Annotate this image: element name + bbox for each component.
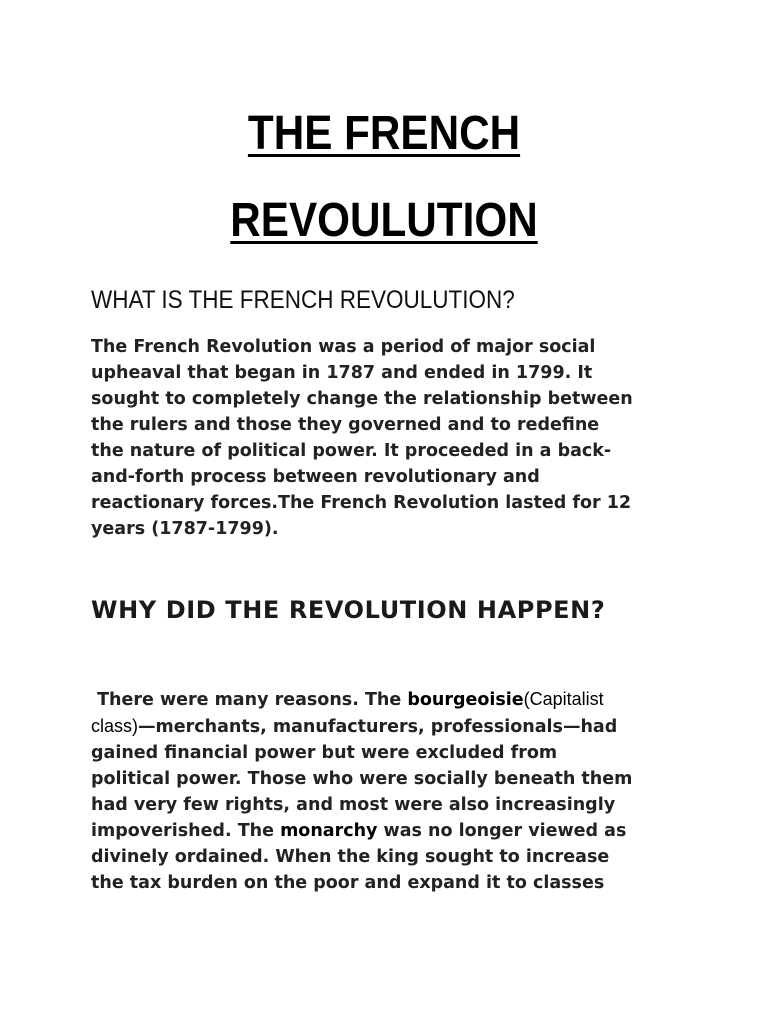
line-text: —merchants, manufacturers, professionals—had bbox=[138, 717, 618, 737]
title-text-1: THE FRENCH bbox=[247, 107, 521, 160]
paragraph-line: the tax burden on the poor and expand it to classes bbox=[91, 873, 605, 893]
document-title-line-2 bbox=[46, 193, 722, 249]
paragraph-line: The French Revolution was a period of major social bbox=[91, 337, 596, 357]
term-monarchy: monarchy bbox=[280, 821, 378, 841]
paragraph-line: upheaval that began in 1787 and ended in 1799. It bbox=[91, 363, 593, 383]
title-text-2: REVOULUTION bbox=[230, 194, 538, 247]
section-2-heading: WHY DID THE REVOLUTION HAPPEN? bbox=[91, 596, 606, 624]
paragraph-line: divinely ordained. When the king sought to increase bbox=[91, 847, 610, 867]
gloss-class: class) bbox=[91, 716, 139, 736]
section-1-heading: WHAT IS THE FRENCH REVOULUTION? bbox=[91, 286, 515, 314]
paragraph-line: had very few rights, and most were also increasingly bbox=[91, 795, 616, 815]
section-2-paragraph bbox=[91, 686, 691, 896]
paragraph-line: gained financial power but were excluded from bbox=[91, 743, 558, 763]
line-text: There were many reasons. The bbox=[91, 690, 408, 710]
section-1-paragraph bbox=[91, 334, 691, 542]
line-text: impoverished. The bbox=[91, 821, 281, 841]
paragraph-line bbox=[91, 818, 691, 844]
line-text: was no longer viewed as bbox=[377, 821, 627, 841]
paragraph-line: the rulers and those they governed and to redefine bbox=[91, 415, 600, 435]
paragraph-line bbox=[91, 686, 691, 713]
paragraph-line: and-forth process between revolutionary and bbox=[91, 467, 540, 487]
document-title-line-1 bbox=[46, 106, 722, 162]
paragraph-line: the nature of political power. It proceeded in a back- bbox=[91, 441, 612, 461]
paragraph-line: reactionary forces.The French Revolution lasted for 12 bbox=[91, 493, 632, 513]
paragraph-line: sought to completely change the relationship between bbox=[91, 389, 633, 409]
paragraph-line bbox=[91, 713, 691, 740]
gloss-capitalist: (Capitalist bbox=[523, 689, 604, 709]
term-bourgeoisie: bourgeoisie bbox=[407, 690, 524, 710]
paragraph-line: political power. Those who were socially beneath them bbox=[91, 769, 633, 789]
paragraph-line: years (1787-1799). bbox=[91, 519, 279, 539]
